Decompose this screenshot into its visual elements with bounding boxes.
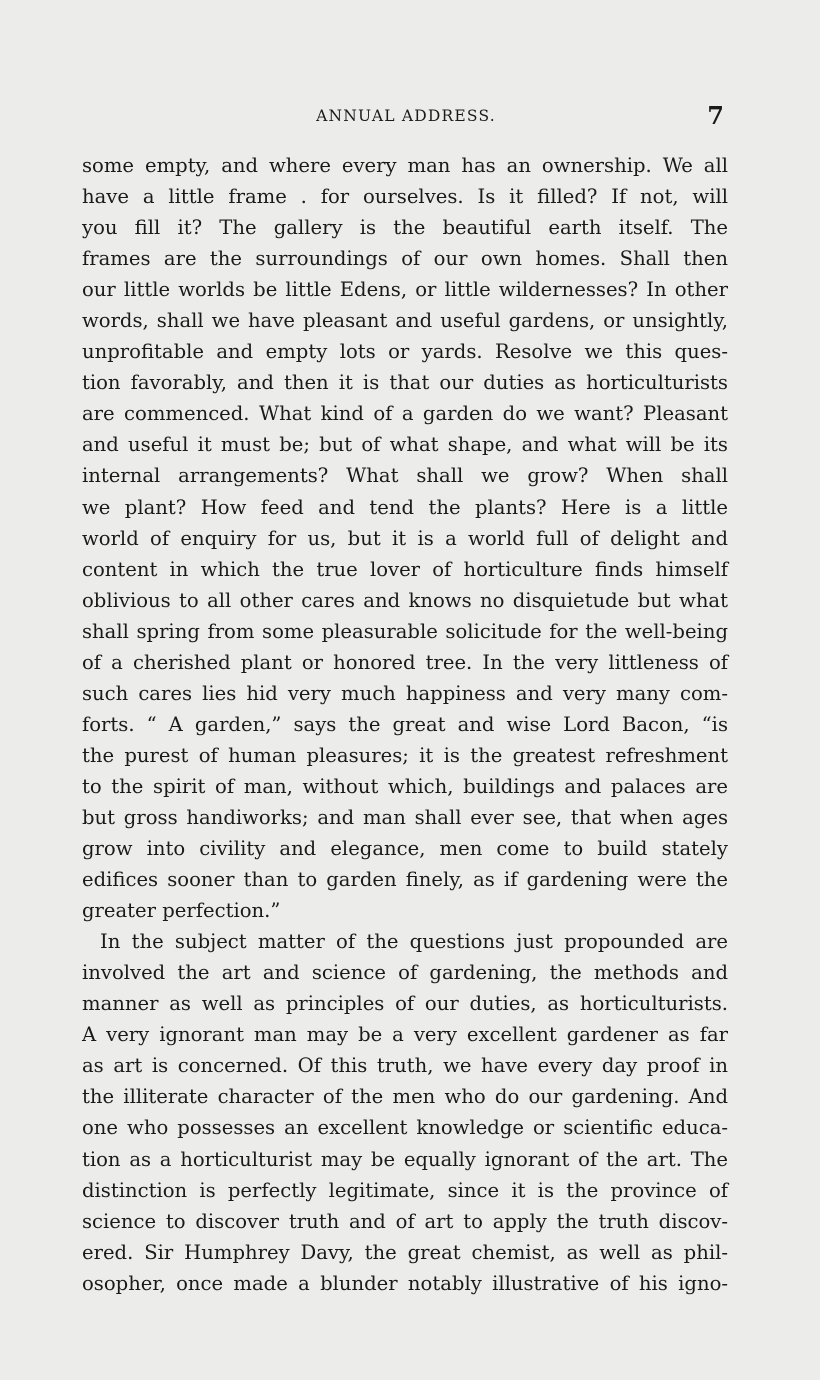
- text-line: world of enquiry for us, but it is a world full of delight and: [82, 526, 728, 550]
- text-line: the illiterate character of the men who do our gardening. And: [82, 1085, 728, 1109]
- text-line: and useful it must be; but of what shape, and what will be its: [82, 433, 728, 457]
- text-line: ered. Sir Humphrey Davy, the great chemist, as well as phil-: [82, 1240, 728, 1264]
- text-line: oblivious to all other cares and knows no disquietude but what: [82, 588, 728, 612]
- text-line: to the spirit of man, without which, buildings and palaces are: [82, 774, 728, 798]
- text-line: involved the art and science of gardening, the methods and: [82, 961, 728, 985]
- text-line: you fill it? The gallery is the beautiful earth itself. The: [82, 216, 728, 240]
- text-line: manner as well as principles of our duties, as horticulturists.: [82, 992, 728, 1016]
- page-header: [82, 103, 730, 129]
- text-line: some empty, and where every man has an ownership. We all: [82, 154, 728, 177]
- text-line: one who possesses an excellent knowledge or scientific educa-: [82, 1116, 728, 1140]
- text-line: tion favorably, and then it is that our duties as horticulturists: [82, 371, 728, 395]
- text-line: such cares lies hid very much happiness and very many com-: [82, 681, 728, 705]
- running-head: ANNUAL ADDRESS.: [316, 107, 496, 125]
- text-line: distinction is perfectly legitimate, since it is the province of: [82, 1178, 728, 1202]
- text-line: of a cherished plant or honored tree. In the very littleness of: [82, 650, 728, 674]
- paragraph-end-line: greater perfection.”: [82, 899, 281, 923]
- text-line: shall spring from some pleasurable solicitude for the well-being: [82, 619, 728, 643]
- text-line: content in which the true lover of horticulture finds himself: [82, 557, 728, 581]
- text-line: our little worlds be little Edens, or little wildernesses? In other: [82, 278, 728, 302]
- text-line: edifices sooner than to garden finely, as if gardening were the: [82, 868, 728, 892]
- text-line: osopher, once made a blunder notably illustrative of his igno-: [82, 1271, 728, 1295]
- text-line: forts. “ A garden,” says the great and wise Lord Bacon, “is: [82, 712, 728, 736]
- text-line: tion as a horticulturist may be equally ignorant of the art. The: [82, 1147, 728, 1171]
- text-line: as art is concerned. Of this truth, we have every day proof in: [82, 1054, 728, 1078]
- text-line: have a little frame . for ourselves. Is it filled? If not, will: [82, 185, 728, 209]
- body-text: [82, 150, 728, 1299]
- text-line: science to discover truth and of art to apply the truth discov-: [82, 1209, 728, 1233]
- text-line: are commenced. What kind of a garden do we want? Pleasant: [82, 402, 728, 426]
- paragraph-start-line: In the subject matter of the questions just propounded are: [100, 930, 728, 954]
- text-line: unprofitable and empty lots or yards. Resolve we this ques-: [82, 340, 728, 364]
- text-line: we plant? How feed and tend the plants? Here is a little: [82, 495, 728, 519]
- text-line: but gross handiworks; and man shall ever see, that when ages: [82, 805, 728, 829]
- text-line: A very ignorant man may be a very excellent gardener as far: [82, 1023, 728, 1047]
- text-line: grow into civility and elegance, men come to build stately: [82, 837, 728, 861]
- text-line: the purest of human pleasures; it is the greatest refreshment: [82, 743, 728, 767]
- text-line: frames are the surroundings of our own homes. Shall then: [82, 247, 728, 271]
- text-line: internal arrangements? What shall we grow? When shall: [82, 464, 728, 488]
- page-number: 7: [707, 101, 724, 130]
- text-line: words, shall we have pleasant and useful gardens, or unsightly,: [82, 309, 728, 333]
